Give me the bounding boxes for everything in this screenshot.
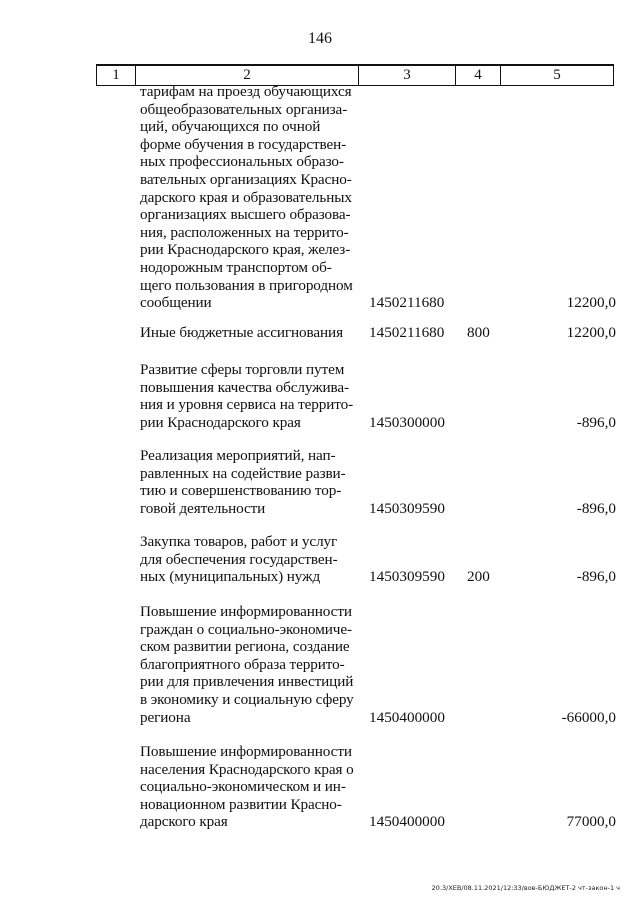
target-article-code: 1450300000 bbox=[369, 413, 445, 431]
column-header-2: 2 bbox=[136, 65, 359, 86]
description-line: благоприятного образа террито- bbox=[140, 655, 345, 673]
description-line: дарского края и образовательных bbox=[140, 188, 352, 206]
row-description bbox=[140, 83, 358, 312]
description-line: для обеспечения государствен- bbox=[140, 550, 338, 568]
description-line: ском развитии региона, создание bbox=[140, 638, 350, 656]
description-line: Иные бюджетные ассигнования bbox=[140, 324, 343, 341]
description-line: тарифам на проезд обучающихся bbox=[140, 83, 352, 100]
target-article-code: 1450309590 bbox=[369, 499, 445, 517]
target-article-code: 1450400000 bbox=[369, 708, 445, 726]
description-line: рии Краснодарского края bbox=[140, 413, 301, 431]
description-line: ных профессиональных образо- bbox=[140, 153, 344, 171]
description-line: социально-экономическом и ин- bbox=[140, 778, 346, 796]
description-line: повышения качества обслужива- bbox=[140, 378, 350, 396]
expense-type-code: 200 bbox=[467, 568, 490, 586]
description-line: ций, обучающихся по очной bbox=[140, 118, 321, 136]
description-line: дарского края bbox=[140, 813, 228, 831]
target-article-code: 1450211680 bbox=[369, 294, 445, 312]
column-header-3: 3 bbox=[359, 65, 456, 86]
target-article-code: 1450400000 bbox=[369, 813, 445, 831]
target-article-code: 1450211680 bbox=[369, 324, 445, 341]
description-line: Реализация мероприятий, нап- bbox=[140, 447, 336, 464]
amount-value: 12200,0 bbox=[566, 294, 616, 312]
amount-value: 77000,0 bbox=[566, 813, 616, 831]
expense-type-code: 800 bbox=[467, 324, 490, 341]
row-description bbox=[140, 743, 358, 831]
document-footer: 20.3/ХЕВ/08.11.2021/12:33/вов-БЮДЖЕТ-2 чт-закон-1 ч bbox=[431, 884, 620, 892]
description-line: Закупка товаров, работ и услуг bbox=[140, 533, 338, 550]
amount-value: -896,0 bbox=[576, 413, 616, 431]
description-line: равленных на содействие разви- bbox=[140, 464, 346, 482]
description-line: ния, расположенных на террито- bbox=[140, 223, 349, 241]
description-line: ных (муниципальных) нужд bbox=[140, 568, 321, 586]
description-line: говой деятельности bbox=[140, 499, 266, 517]
row-description bbox=[140, 324, 358, 342]
row-description bbox=[140, 447, 358, 517]
description-line: ния и уровня сервиса на террито- bbox=[140, 396, 354, 414]
description-line: региона bbox=[140, 708, 191, 726]
column-header-4: 4 bbox=[456, 65, 501, 86]
description-line: организациях высшего образова- bbox=[140, 206, 351, 224]
row-description bbox=[140, 533, 358, 586]
description-line: вательных организациях Красно- bbox=[140, 170, 352, 188]
amount-value: 12200,0 bbox=[566, 324, 616, 341]
column-header-5: 5 bbox=[501, 65, 614, 86]
description-line: населения Краснодарского края о bbox=[140, 760, 354, 778]
description-line: тию и совершенствованию тор- bbox=[140, 482, 342, 500]
description-line: рии для привлечения инвестиций bbox=[140, 673, 354, 691]
description-line: новационном развитии Красно- bbox=[140, 795, 342, 813]
description-line: граждан о социально-экономиче- bbox=[140, 620, 352, 638]
amount-value: -66000,0 bbox=[561, 708, 616, 726]
amount-value: -896,0 bbox=[576, 568, 616, 586]
description-line: в экономику и социальную сферу bbox=[140, 690, 354, 708]
description-line: общеобразовательных организа- bbox=[140, 100, 348, 118]
column-header-1: 1 bbox=[97, 65, 136, 86]
description-line: нодорожным транспортом об- bbox=[140, 258, 332, 276]
description-line: форме обучения в государствен- bbox=[140, 135, 347, 153]
description-line: Повышение информированности bbox=[140, 743, 352, 760]
row-description bbox=[140, 603, 358, 726]
description-line: сообщении bbox=[140, 294, 212, 312]
description-line: щего пользования в пригородном bbox=[140, 276, 353, 294]
description-line: Развитие сферы торговли путем bbox=[140, 361, 345, 378]
description-line: Повышение информированности bbox=[140, 603, 352, 620]
amount-value: -896,0 bbox=[576, 499, 616, 517]
page-number: 146 bbox=[308, 30, 332, 47]
row-description bbox=[140, 361, 358, 431]
description-line: рии Краснодарского края, желез- bbox=[140, 241, 351, 259]
target-article-code: 1450309590 bbox=[369, 568, 445, 586]
